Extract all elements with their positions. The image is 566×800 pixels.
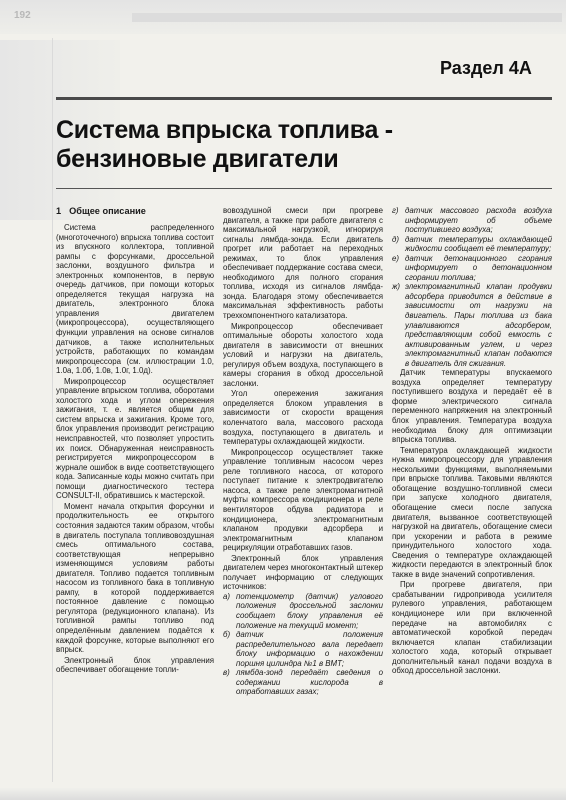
- list-text: датчик массового расхода воздуха информирует об объеме поступившего воздуха;: [405, 206, 552, 235]
- content-top-rule: [56, 188, 552, 189]
- paragraph: Момент начала открытия форсунки и продолжительность ее открытого состояния задаются таким образом, чтобы в двигатель поступала топливовоздушная смесь оптимального состава, соответствующая непрерывно изменяющимся условиям работы двигателя. Топливо подается топливным насосом из топливного бака в топливную рампу, в которой поддерживается постоянное давление с помощью регулятора (редукционного клапана). Из топливной рампы топливо под определённым давлением подаётся к каждой форсунке, которые выполняют его впрыск.: [56, 501, 214, 655]
- list-item: [223, 592, 383, 630]
- list-item: [223, 668, 383, 697]
- list-marker: б): [223, 630, 231, 640]
- margin-fold-line: [52, 38, 53, 782]
- paragraph: Микропроцессор осуществляет также управление топливным насосом через реле топливного насоса, от которого поступает питание к электродвигателю насоса, а также реле электромагнитной муфты компрессора кондиционера и реле вентиляторов обдува радиатора и кондиционера, электромагнитным клапаном продувки адсорбера и электромагнитным клапаном рециркуляции отработавших газов.: [223, 447, 383, 553]
- paragraph: Датчик температуры впускаемого воздуха определяет температуру поступившего воздуха и передаёт её в форме электрического сигнала переменного напряжения на электронный блок управления. Температура воздуха необходима блоку для оптимизации впрыска топлива.: [392, 368, 552, 445]
- page-footer-shading: [0, 788, 566, 800]
- list-text: лямбда-зонд передаёт сведения о содержании кислорода в отработавших газах;: [236, 668, 383, 697]
- page-title: [56, 116, 556, 174]
- section-rule: [56, 97, 552, 100]
- list-marker: д): [392, 234, 399, 244]
- list-text: потенциометр (датчик) углового положения дроссельной заслонки сообщает блоку управления её положение на текущий момент;: [236, 591, 383, 630]
- paragraph: Микропроцессор обеспечивает оптимальные обороты холостого хода двигателя в зависимости от внешних условий и нагрузки на двигатель, регулируя объем воздуха, поступающего в камеры сгорания в обход дроссельной заслонки.: [223, 321, 383, 388]
- section-label: Раздел 4A: [440, 58, 532, 78]
- list-item: [223, 630, 383, 668]
- list-marker: в): [223, 668, 230, 678]
- title-line: Система впрыска топлива -: [56, 116, 393, 144]
- list-marker: а): [223, 591, 231, 601]
- paragraph: Микропроцессор осуществляет управление впрыском топлива, оборотами холостого хода и углом опережения зажигания, т. е. является общим для систем впрыска и зажигания. Кроме того, блок управления производит регистрацию неисправностей, что позволяет упростить их поиск. Обнаруженная неисправность регистрируется микропроцессором в журнале ошибок в виде соответствующего кода. Записанные коды можно считать при помощи диагностического тестера CONSULT-II, обратившись к мастерской.: [56, 376, 214, 501]
- list-text: датчик положения распределительного вала передает блоку информацию о нахождении поршня цилиндра №1 в ВМТ;: [236, 630, 383, 668]
- paragraph: Электронный блок управления двигателем через многоконтактный штекер получает информацию от следующих источников:: [223, 553, 383, 592]
- text-column-3: [392, 206, 552, 676]
- list-marker: г): [392, 206, 399, 215]
- text-column-2: [223, 206, 383, 697]
- paragraph: Электронный блок управления обеспечивает обогащение топли-: [56, 655, 214, 675]
- list-item: [392, 235, 552, 254]
- list-text: датчик температуры охлаждающей жидкости сообщает её температуру;: [405, 234, 552, 254]
- paragraph: Система распределенного (многоточечного) впрыска топлива состоит из впускного коллектора, топливной рампы с форсунками, дроссельной заслонки, воздушного фильтра и электронных компонентов, в первую очередь датчиков, при помощи которых определяется текущая нагрузка на двигатель, электронного блока управления двигателем (микропроцессора), осуществляющего функции управления на основе сигналов датчиков, а также исполнительных устройств, работающих по командам микропроцессора (см. иллюстрации 1.0, 1.0а, 1.0б, 1.0в, 1.0г, 1.0д).: [56, 223, 214, 376]
- subsection-title: Общее описание: [69, 206, 146, 216]
- paragraph: вовоздушной смеси при прогреве двигателя, а также при работе двигателя с максимальной нагрузкой, игнорируя сигналы лямбда-зонда. Если двигатель прогрет или работает на переходных режимах, то блок управления обеспечивает поддержание состава смеси, необходимого для полного сгорания топлива, исходя из сигналов лямбда-зонда. Благодаря этому обеспечивается максимальная эффективность работы трехкомпонентного катализатора.: [223, 206, 383, 321]
- list-marker: ж): [392, 282, 401, 292]
- list-text: датчик детонационного сгорания информирует о детонационном сгорании топлива;: [405, 253, 552, 282]
- list-marker: е): [392, 253, 400, 263]
- subsection-number: 1: [56, 206, 62, 216]
- subsection-heading: [56, 206, 214, 217]
- title-line: бензиновые двигатели: [56, 145, 339, 173]
- list-item: [392, 282, 552, 368]
- list-text: электромагнитный клапан продувки адсорбера приводится в действие в зависимости от нагрузки на двигатель. Пары топлива из бака улавливаются адсорбером, представляющим собой емкость с активированным углем, и через электромагнитный клапан подаются в двигатель для сжигания.: [405, 282, 552, 368]
- text-column-1: [56, 206, 214, 675]
- page-number: 192: [14, 10, 31, 21]
- running-header: [132, 13, 562, 22]
- list-item: [392, 206, 552, 235]
- paragraph: Угол опережения зажигания определяется блоком управления в зависимости от скорости вращения коленчатого вала, массового расхода воздуха, поступающего в двигатель и температуры охлаждающей жидкости.: [223, 389, 383, 447]
- paragraph: При прогреве двигателя, при срабатывании гидропривода усилителя рулевого управления, работающем кондиционере или при включенной передаче на автомобилях с автоматической коробкой передач включается клапан стабилизации холостого хода, который открывает дополнительный канал подачи воздуха в обход дроссельной заслонки.: [392, 580, 552, 676]
- page-header-bar: [0, 0, 566, 34]
- list-item: [392, 254, 552, 283]
- paragraph: Температура охлаждающей жидкости нужна микропроцессору для управления несколькими функциями, выполняемыми при впрыске топлива. Таковыми являются обогащение воздушно-топливной смеси при запуске холодного двигателя, обогащение смеси после запуска двигателя, вызванное соответствующей нагрузкой на двигатель, обогащение смеси при ускорении и работа в режиме принудительного холостого хода. Сведения о температуре охлаждающей жидкости передаются в электронный блок также в виде значений сопротивления.: [392, 445, 552, 579]
